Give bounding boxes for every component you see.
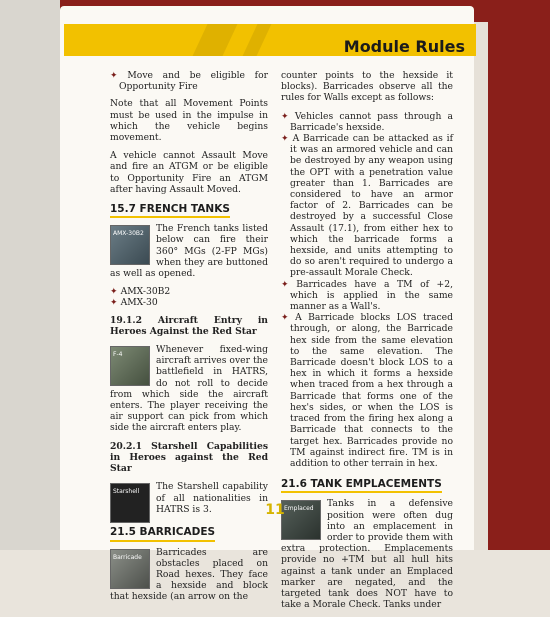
left-column <box>110 70 268 610</box>
list-item: ✦ Vehicles cannot pass through a Barricade's hexside. <box>281 110 453 133</box>
paragraph: The French tanks listed below can fire their 360° MGs (2-FP MGs) when they are buttoned as well as opened. <box>110 223 268 280</box>
counter-image: Emplaced <box>281 500 321 540</box>
list-item: ✦ Barricades have a TM of +2, which is applied in the same manner as a Wall's. <box>281 278 454 313</box>
paragraph: A vehicle cannot Assault Move and fire an ATGM or be eligible to Opportunity Fire an ATGM after having Assault Moved. <box>110 150 268 195</box>
page-number: 11 <box>265 502 285 518</box>
counter-image: AMX-30B2 <box>110 225 150 265</box>
list-item: ✦ AMX-30 <box>110 297 158 309</box>
subsection-heading: 19.1.2 Aircraft Entry in Heroes Against the Red Star <box>110 314 268 337</box>
paragraph: counter points to the hexside it blocks). Barricades observe all the rules for Walls except as follows: <box>281 70 453 104</box>
paragraph: Barricades are obstacles placed on Road hexes. They face a hexside and block that hexside (an arrow on the <box>110 546 268 603</box>
section-heading: 21.6 TANK EMPLACEMENTS <box>281 479 442 493</box>
section-heading: 21.5 BARRICADES <box>110 527 215 541</box>
right-column <box>281 70 453 617</box>
section-heading: 15.7 FRENCH TANKS <box>110 204 230 218</box>
paragraph: Whenever fixed-wing aircraft arrives over the battlefield in HATRS, do not roll to decide from which side the aircraft enters. The player receiving the air support can pick from which side the aircraft enters play. <box>110 344 268 434</box>
page-title: Module Rules <box>343 37 465 56</box>
list-item: ✦ A Barricade can be attacked as if it was an armored vehicle and can be destroyed by any weapon using the OPT with a penetration value greater than 1. Barricades are considered to have an armor factor of 2. Barricades can be destroyed by a successful Close Assault (17.1), from either hex to which the barricade forms a hexside, and units attempting to do so aren't required to undergo a pre-assault Morale Check. <box>281 133 453 279</box>
paragraph: Tanks in a defensive position were often dug into an emplacement in order to provide them with extra protection. Emplacements provide no +TM but all hull hits against a tank under an Emplaced marker are negated, and the targeted tank does NOT have to take a Morale Check. Tanks under <box>281 498 453 611</box>
counter-image: Starshell <box>110 483 150 523</box>
list-item: ✦ AMX-30B2 <box>110 286 171 298</box>
subsection-heading: 20.2.1 Starshell Capabilities in Heroes against the Red Star <box>110 440 268 475</box>
list-item: ✦ Move and be eligible for Opportunity Fire <box>110 70 268 93</box>
paragraph: The Starshell capability of all nationalities in HATRS is 3. <box>156 481 268 515</box>
right-frame <box>488 0 550 550</box>
paragraph: Note that all Movement Points must be used in the impulse in which the vehicle begins movement. <box>110 98 268 144</box>
counter-image: Barricade <box>110 549 150 589</box>
left-margin <box>0 0 60 550</box>
list-item: ✦ A Barricade blocks LOS traced through, or along, the Barricade hex side from the same elevation to the same elevation. The Barricade doesn't block LOS to a hex in which it forms a hexside when traced from a hex through a Barricade that forms one of the hex's sides, or when the LOS is traced from the firing hex along a Barricade that connects to the target hex. Barricades provide no TM against indirect fire. TM is in addition to other terrain in hex. <box>281 312 453 469</box>
counter-image: F-4 <box>110 346 150 386</box>
